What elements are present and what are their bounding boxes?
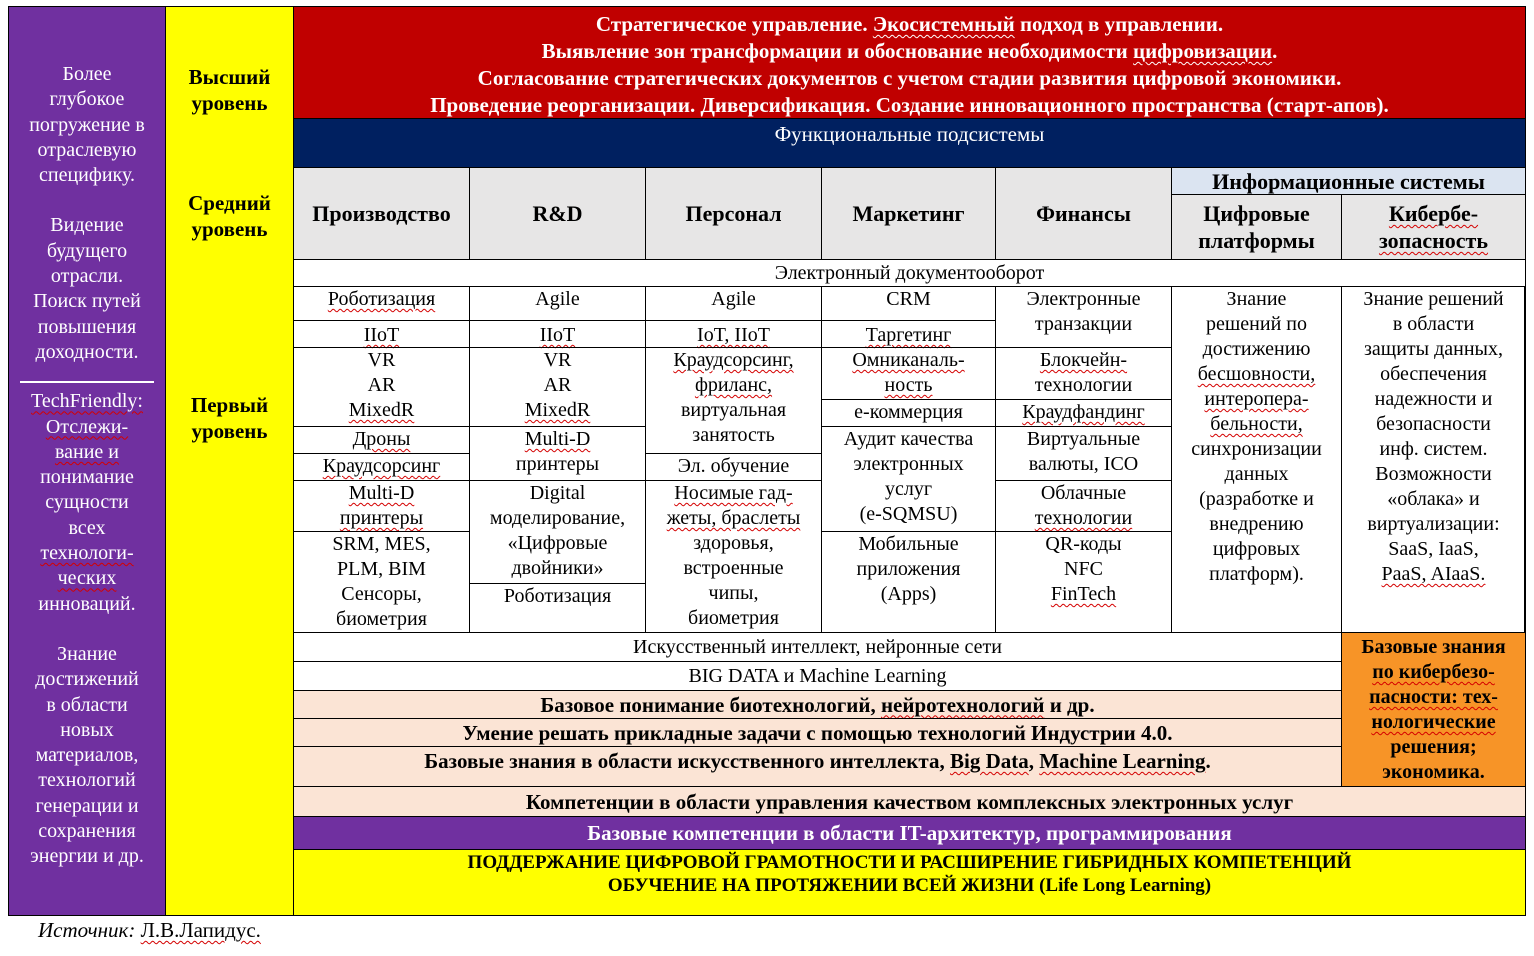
- ai-row: Искусственный интеллект, нейронные сети: [293, 632, 1342, 662]
- cell-personnel-agile: Agile: [645, 286, 822, 321]
- cell-finance-cloud: Облачные технологии: [995, 480, 1172, 532]
- cell-personnel-elearning: Эл. обучение: [645, 453, 822, 481]
- cell-rd-agile: Agile: [469, 286, 646, 321]
- cell-finance-virtual: Виртуальные валюты, ICO: [995, 426, 1172, 481]
- col-header-rd: R&D: [469, 167, 646, 260]
- functional-header: Функциональные подсистемы: [293, 118, 1526, 168]
- quality-row: Компетенции в области управления качеством комплексных электронных услуг: [293, 786, 1526, 817]
- cell-finance-etransactions: Электронные транзакции: [995, 286, 1172, 348]
- cell-rd-multid: Multi-D принтеры: [469, 426, 646, 481]
- strategic-block: Стратегическое управление. Экосистемный подход в управлении. Выявление зон трансформации и обоснование необходимости цифровизации. Согласование стратегических документов с учетом стадии развития цифровой экономики. Проведение реорганизации. Диверсификация. Создание инновационного пространства (старт-апов).: [293, 6, 1526, 119]
- level-middle: Средний уровень: [188, 191, 271, 241]
- cell-marketing-targeting: Таргетинг: [821, 320, 996, 348]
- edoc-row: Электронный документооборот: [293, 259, 1526, 287]
- col-header-finance: Финансы: [995, 167, 1172, 260]
- industry-row: Умение решать прикладные задачи с помощью технологий Индустрии 4.0.: [293, 718, 1342, 747]
- cell-production-iiot: IIoT: [293, 320, 470, 348]
- biotech-row: Базовое понимание биотехнологий, нейротехнологий и др.: [293, 690, 1342, 719]
- cell-production-srm: SRM, MES, PLM, BIM Сенсоры, биометрия: [293, 531, 470, 633]
- cyber-basics: Базовые знания по кибербезо- пасности: тех- нологические решения; экономика.: [1341, 632, 1526, 787]
- col-header-personnel: Персонал: [645, 167, 822, 260]
- left-block-materials: Знание достижений в области новых материалов, технологий генерации и сохранения энергии и др.: [30, 642, 144, 868]
- cell-production-crowdsourcing: Краудсорсинг: [293, 453, 470, 481]
- ai-knowledge-row: Базовые знания в области искусственного интеллекта, Big Data, Machine Learning.: [293, 746, 1342, 787]
- cell-marketing-crm: CRM: [821, 286, 996, 321]
- col-header-cybersecurity: Кибербе- зопасность: [1341, 194, 1526, 260]
- cell-rd-digital: Digital моделирование, «Цифровые двойники»: [469, 480, 646, 584]
- cell-marketing-apps: Мобильные приложения (Apps): [821, 531, 996, 633]
- cell-marketing-omnichannel: Омниканаль- ность: [821, 347, 996, 400]
- col-header-marketing: Маркетинг: [821, 167, 996, 260]
- cell-digital-platforms: Знание решений по достижению бесшовности, интеропера- бельности, синхронизации данных (разработке и внедрению цифровых платформ).: [1171, 286, 1342, 633]
- cell-personnel-wearables: Носимые гад- жеты, браслеты здоровья, встроенные чипы, биометрия: [645, 480, 822, 633]
- it-row: Базовые компетенции в области IT-архитектур, программирования: [293, 816, 1526, 850]
- cell-marketing-ecommerce: е-коммерция: [821, 399, 996, 427]
- literacy-row: ПОДДЕРЖАНИЕ ЦИФРОВОЙ ГРАМОТНОСТИ И РАСШИРЕНИЕ ГИБРИДНЫХ КОМПЕТЕНЦИЙ ОБУЧЕНИЕ НА ПРОТЯЖЕНИИ ВСЕЙ ЖИЗНИ (Life Long Learning): [293, 849, 1526, 916]
- level-first: Первый уровень: [190, 393, 269, 443]
- cell-production-drones: Дроны: [293, 426, 470, 454]
- cell-production-multid: Multi-D принтеры: [293, 480, 470, 532]
- left-block-depth: Более глубокое погружение в отраслевую специфику.: [29, 63, 145, 187]
- left-divider: [20, 381, 154, 383]
- cell-production-robotization: Роботизация: [293, 286, 470, 321]
- cell-production-vr: VR AR MixedR: [293, 347, 470, 427]
- cell-finance-blockchain: Блокчейн- технологии: [995, 347, 1172, 400]
- bigdata-row: BIG DATA и Machine Learning: [293, 661, 1342, 691]
- left-panel: [8, 6, 166, 916]
- cell-marketing-audit: Аудит качества электронных услуг (e-SQMSU): [821, 426, 996, 532]
- levels-column: [165, 6, 294, 916]
- left-block-vision: Видение будущего отрасли. Поиск путей повышения доходности.: [33, 214, 141, 363]
- left-block-techfriendly: TechFriendly: Отслежи- вание и понимание сущности всех технологи- ческих инноваций.: [31, 390, 143, 615]
- cell-rd-vr: VR AR MixedR: [469, 347, 646, 427]
- source-note: Источник: Л.В.Лапидус.: [38, 918, 261, 942]
- cell-rd-iiot: IIoT: [469, 320, 646, 348]
- cell-cybersecurity: Знание решений в области защиты данных, обеспечения надежности и безопасности инф. систем. Возможности «облака» и виртуализации: SaaS, IaaS, PaaS, AIaaS.: [1341, 286, 1526, 633]
- cell-rd-robotization: Роботизация: [469, 583, 646, 633]
- col-header-digital-platforms: Цифровые платформы: [1171, 194, 1342, 260]
- cell-finance-qr: QR-коды NFC FinTech: [995, 531, 1172, 633]
- col-header-info-systems: Информационные системы: [1171, 167, 1526, 195]
- level-top: Высший уровень: [188, 65, 271, 115]
- cell-finance-crowdfunding: Краудфандинг: [995, 399, 1172, 427]
- cell-personnel-iot: IoT, IIoT: [645, 320, 822, 348]
- col-header-production: Производство: [293, 167, 470, 260]
- cell-personnel-crowd: Краудсорсинг, фриланс, виртуальная занятость: [645, 347, 822, 454]
